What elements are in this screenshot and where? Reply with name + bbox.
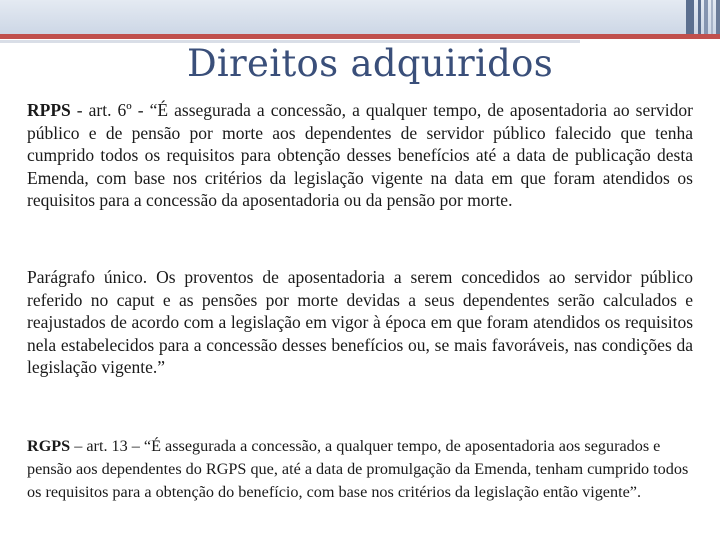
rpps-label: RPPS bbox=[27, 100, 71, 120]
decorative-stripe bbox=[698, 0, 701, 34]
rpps-paragraph bbox=[27, 99, 693, 212]
decorative-stripe bbox=[716, 0, 720, 34]
decorative-stripe bbox=[704, 0, 708, 34]
header-band bbox=[0, 0, 720, 34]
rgps-paragraph bbox=[27, 435, 693, 503]
rgps-label: RGPS bbox=[27, 437, 71, 455]
rpps-text: - art. 6º - “É assegurada a concessão, a qualquer tempo, de aposentadoria ao servidor público e de pensão por morte aos dependentes de servidor público falecido que tenha cumprido todos os requisitos para obtenção desses benefícios até a data de publicação desta Emenda, com base nos critérios da legislação vigente na data em que foram atendidos os requisitos para a concessão da aposentadoria ou da pensão por morte. bbox=[27, 100, 693, 211]
accent-divider bbox=[0, 34, 720, 39]
slide-title: Direitos adquiridos bbox=[186, 42, 554, 85]
decorative-stripe bbox=[711, 0, 713, 34]
paragrafo-unico-paragraph: Parágrafo único. Os proventos de aposentadoria a serem concedidos ao servidor público referido no caput e as pensões por morte devidas a seus dependentes serão calculados e reajustados de acordo com a legislação em vigor à época em que foram atendidos os requisitos nela estabelecidos para a concessão desses benefícios ou, se mais favoráveis, nas condições da legislação vigente.” bbox=[27, 267, 693, 378]
rgps-text: – art. 13 – “É assegurada a concessão, a qualquer tempo, de aposentadoria aos segurados e pensão aos dependentes do RGPS que, até a data de promulgação da Emenda, tenham cumprido todos os requisitos para a obtenção do benefício, com base nos critérios da legislação então vigente”. bbox=[27, 437, 689, 501]
decorative-stripe bbox=[686, 0, 694, 34]
